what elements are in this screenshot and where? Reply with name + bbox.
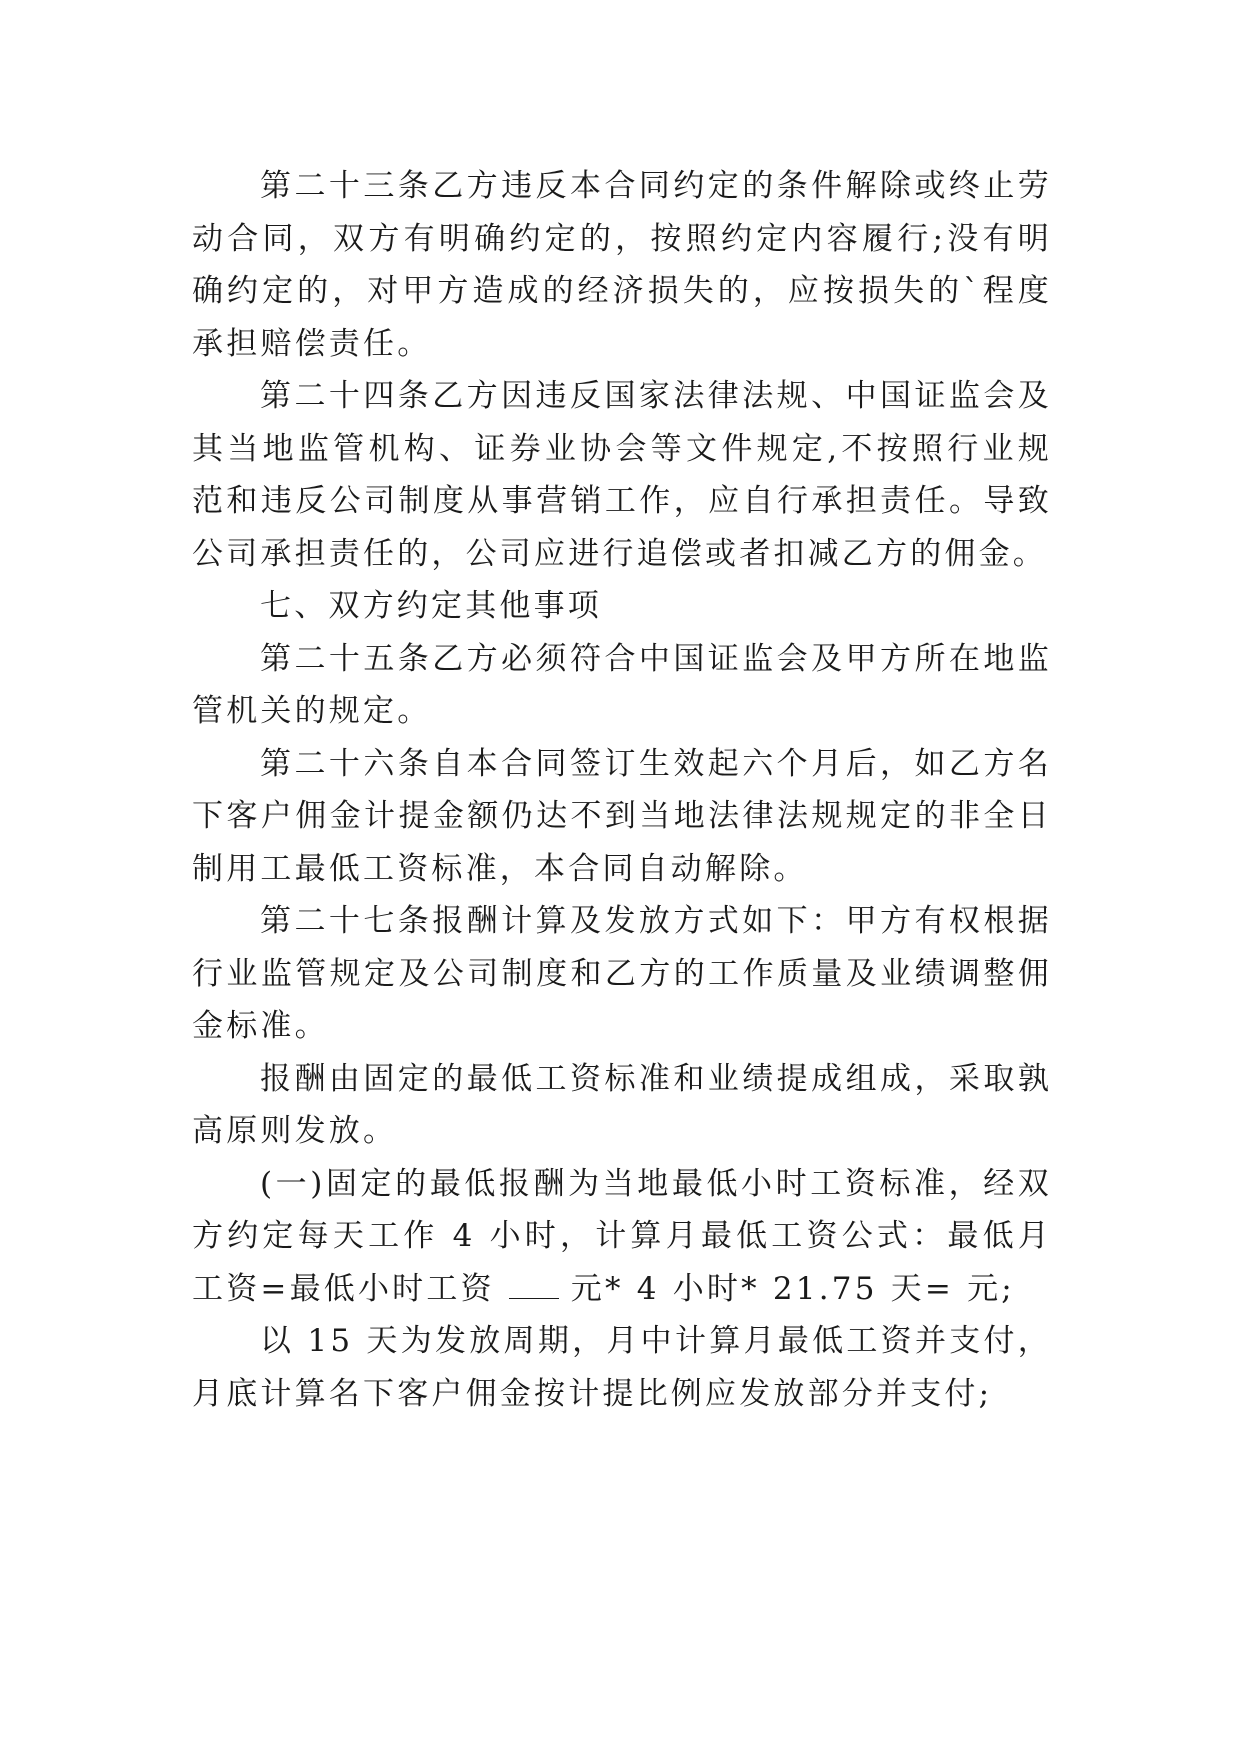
article-27: 第二十七条报酬计算及发放方式如下：甲方有权根据行业监管规定及公司制度和乙方的工作质量及业绩调整佣金标准。 xyxy=(192,903,1052,1044)
formula-text-after: 元* 4 小时* 21.75 天= 元; xyxy=(570,1270,1015,1307)
section-heading-7: 七、双方约定其他事项 xyxy=(260,588,602,624)
compensation-principle: 报酬由固定的最低工资标准和业绩提成组成，采取孰高原则发放。 xyxy=(192,1060,1052,1149)
article-26: 第二十六条自本合同签订生效起六个月后，如乙方名下客户佣金计提金额仍达不到当地法律法规规定的非全日制用工最低工资标准，本合同自动解除。 xyxy=(192,745,1052,887)
blank-fill-line xyxy=(509,1272,559,1299)
payment-cycle: 以 15 天为发放周期，月中计算月最低工资并支付，月底计算名下客户佣金按计提比例应发放部分并支付; xyxy=(192,1323,1052,1412)
formula-text-before: (一)固定的最低报酬为当地最低小时工资标准，经双方约定每天工作 4 小时，计算月最低工资公式：最低月工资=最低小时工资 xyxy=(192,1165,1052,1307)
article-23: 第二十三条乙方违反本合同约定的条件解除或终止劳动合同，双方有明确约定的，按照约定内容履行;没有明确约定的，对甲方造成的经济损失的，应按损失的`程度承担赔偿责任。 xyxy=(192,168,1052,362)
minimum-wage-formula xyxy=(192,1158,1052,1316)
article-24: 第二十四条乙方因违反国家法律法规、中国证监会及其当地监管机构、证券业协会等文件规定,不按照行业规范和违反公司制度从事营销工作，应自行承担责任。导致公司承担责任的，公司应进行追偿或者扣减乙方的佣金。 xyxy=(192,378,1052,572)
article-25: 第二十五条乙方必须符合中国证监会及甲方所在地监管机关的规定。 xyxy=(192,640,1052,729)
document-body xyxy=(192,160,1052,1420)
